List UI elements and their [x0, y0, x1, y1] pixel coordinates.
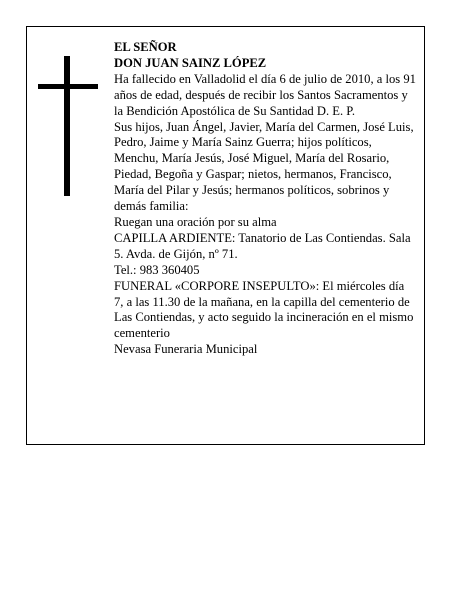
- cross-icon: [38, 56, 98, 196]
- funeral-info: FUNERAL «CORPORE INSEPULTO»: El miércoles día 7, a las 11.30 de la mañana, en la capilla del cementerio de Las Contiendas, y acto seguido la incineración en el mismo cementerio: [114, 278, 414, 341]
- cross-horizontal-bar: [38, 84, 98, 89]
- funeral-home: Nevasa Funeraria Municipal: [114, 342, 258, 357]
- title-line-1: EL SEÑOR: [114, 40, 177, 54]
- phone-number: Tel.: 983 360405: [114, 262, 200, 277]
- prayer-request: Ruegan una oración por su alma: [114, 214, 277, 229]
- death-announcement: Ha fallecido en Valladolid el día 6 de julio de 2010, a los 91 años de edad, después de recibir los Santos Sacramentos y la Bendición Apostólica de Su Santidad D. E. P.: [114, 71, 416, 118]
- chapel-info: CAPILLA ARDIENTE: Tanatorio de Las Contiendas. Sala 5. Avda. de Gijón, nº 71.: [114, 230, 411, 261]
- cross-vertical-bar: [64, 56, 70, 196]
- family-list: Sus hijos, Juan Ángel, Javier, María del Carmen, José Luis, Pedro, Jaime y María Sainz Guerra; hijos políticos, Menchu, María Jesús, José Miguel, María del Rosario, Piedad, Begoña y Gaspar; nietos, hermanos, Francisco, María del Pilar y Jesús; hermanos políticos, sobrinos y demás familia:: [114, 119, 414, 214]
- obituary-text: [114, 40, 416, 358]
- deceased-name: DON JUAN SAINZ LÓPEZ: [114, 55, 267, 70]
